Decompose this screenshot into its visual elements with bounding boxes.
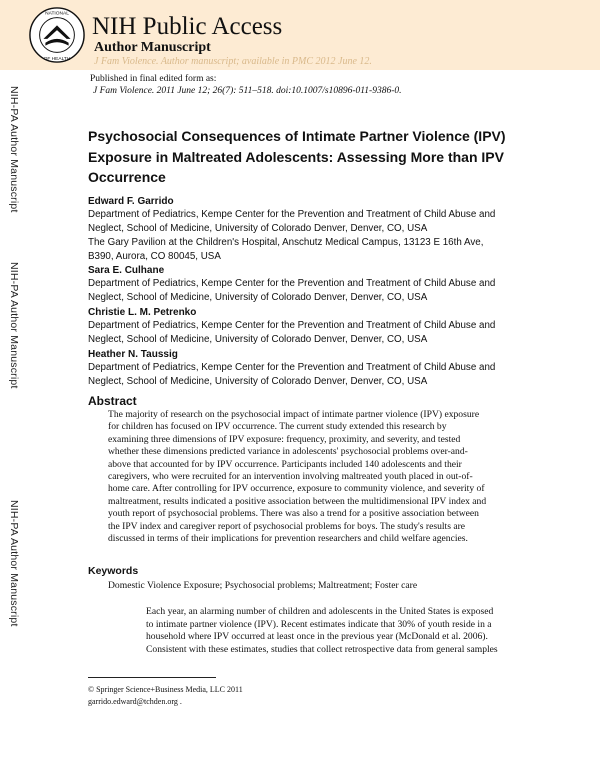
svg-text:NATIONAL: NATIONAL	[45, 11, 69, 17]
affiliation-line: Neglect, School of Medicine, University of Colorado Denver, Denver, CO, USA	[88, 222, 428, 234]
citation-text: J Fam Violence. 2011 June 12; 26(7): 511–518. doi:10.1007/s10896-011-9386-0.	[93, 86, 402, 96]
affiliation-line: Department of Pediatrics, Kempe Center for the Prevention and Treatment of Child Abuse and	[88, 362, 496, 373]
author-affiliation	[88, 277, 518, 304]
abstract-line: examining three dimensions of IPV exposure: frequency, proximity, and severity, and tested	[108, 433, 461, 445]
side-label: NIH-PA Author Manuscript	[8, 262, 20, 389]
author-name: Edward F. Garrido	[88, 196, 174, 207]
abstract-line: the IPV index and caregiver report of psychosocial problems for boys. The study's results are	[108, 520, 466, 532]
author-address	[88, 236, 518, 263]
abstract-line: whether these dimensions predicted variance in adolescents' psychosocial problems over-and-	[108, 446, 468, 458]
abstract-line: caregivers, who were recruited for an intervention involving maltreated youth placed in out-of-	[108, 471, 473, 483]
abstract-line: for children has focused on IPV occurrence. The current study extended this research by	[108, 421, 447, 433]
address-line: B390, Aurora, CO 80045, USA	[88, 250, 221, 262]
copyright-notice: © Springer Science+Business Media, LLC 2011	[88, 685, 243, 694]
abstract-line: youth report of psychosocial problems. There was also a trend for a positive association between	[108, 508, 479, 520]
abstract-heading: Abstract	[88, 394, 137, 408]
affiliation-line: Department of Pediatrics, Kempe Center for the Prevention and Treatment of Child Abuse and	[88, 278, 496, 289]
nih-banner	[0, 0, 600, 70]
title-line: Occurrence	[88, 169, 166, 185]
banner-subtitle: Author Manuscript	[94, 40, 211, 55]
citation-line	[93, 86, 402, 96]
author-affiliation	[88, 361, 518, 388]
author-email: garrido.edward@tchden.org .	[88, 697, 182, 706]
paper-title	[88, 126, 528, 188]
affiliation-line: Neglect, School of Medicine, University of Colorado Denver, Denver, CO, USA	[88, 291, 428, 303]
abstract-line: The majority of research on the psychosocial impact of intimate partner violence (IPV) exposure	[108, 409, 480, 420]
author-name: Christie L. M. Petrenko	[88, 307, 197, 318]
abstract-body	[108, 409, 516, 545]
body-line: Consistent with these estimates, studies that collect retrospective data from general samples	[146, 643, 498, 655]
title-line: Psychosocial Consequences of Intimate Partner Violence (IPV)	[88, 128, 506, 144]
side-label: NIH-PA Author Manuscript	[8, 500, 20, 627]
address-line: The Gary Pavilion at the Children's Hospital, Anschutz Medical Campus, 13123 E 16th Ave,	[88, 237, 484, 248]
keywords-heading: Keywords	[88, 565, 139, 577]
footnote-divider	[88, 677, 216, 678]
author-name: Sara E. Culhane	[88, 265, 165, 276]
abstract-line: home care. After controlling for IPV occurrence, exposure to community violence, and severity of	[108, 483, 485, 495]
abstract-line: maltreatment, results indicated a positive association between the multidimensional IPV index and	[108, 495, 487, 507]
side-label: NIH-PA Author Manuscript	[8, 86, 20, 213]
published-in-label: Published in final edited form as:	[90, 74, 217, 84]
body-line: to intimate partner violence (IPV). Recent estimates indicate that 30% of youth reside in a	[146, 618, 492, 630]
introduction-paragraph	[146, 606, 526, 656]
abstract-line: discussed in terms of their implications for prevention researchers and child welfare agencies.	[108, 533, 468, 545]
banner-title: NIH Public Access	[92, 13, 283, 40]
author-name: Heather N. Taussig	[88, 349, 178, 360]
body-line: household where IPV occurred at least once in the previous year (McDonald et al. 2006).	[146, 631, 488, 643]
author-affiliation	[88, 208, 518, 235]
author-affiliation	[88, 319, 518, 346]
affiliation-line: Neglect, School of Medicine, University of Colorado Denver, Denver, CO, USA	[88, 333, 428, 345]
banner-note: J Fam Violence. Author manuscript; available in PMC 2012 June 12.	[94, 56, 372, 67]
svg-text:OF HEALTH: OF HEALTH	[43, 57, 71, 63]
body-line: Each year, an alarming number of children and adolescents in the United States is exposed	[146, 606, 494, 617]
affiliation-line: Neglect, School of Medicine, University of Colorado Denver, Denver, CO, USA	[88, 375, 428, 387]
title-line: Exposure in Maltreated Adolescents: Assessing More than IPV	[88, 148, 504, 165]
abstract-line: above that accounted for by IPV occurrence. Participants included 140 adolescents and their	[108, 458, 462, 470]
keywords-text: Domestic Violence Exposure; Psychosocial problems; Maltreatment; Foster care	[108, 580, 418, 591]
affiliation-line: Department of Pediatrics, Kempe Center for the Prevention and Treatment of Child Abuse and	[88, 209, 496, 220]
affiliation-line: Department of Pediatrics, Kempe Center for the Prevention and Treatment of Child Abuse and	[88, 320, 496, 331]
hhs-eagle-seal-icon	[28, 6, 86, 64]
